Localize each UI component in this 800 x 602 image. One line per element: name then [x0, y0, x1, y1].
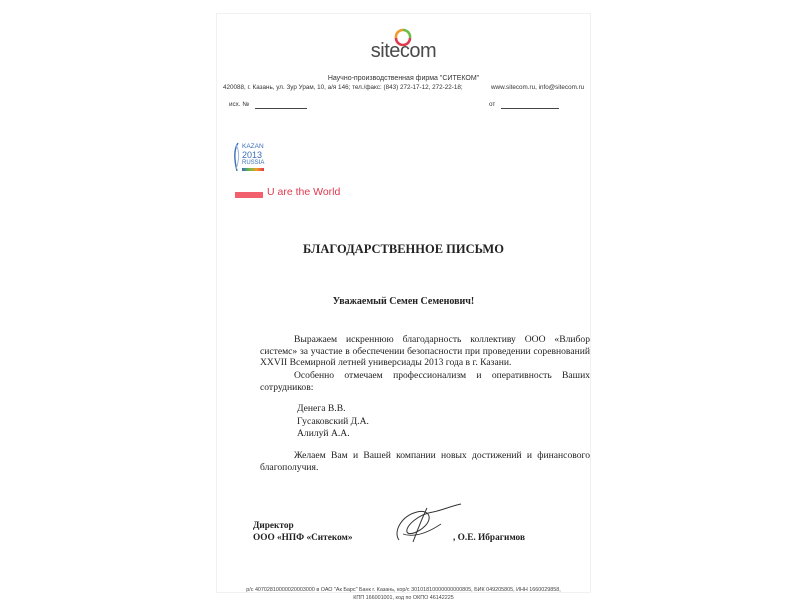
outgoing-number-label: исх. № — [229, 101, 250, 108]
bank-details-line-1: р/с 40702810000020003000 в ОАО "Ак Барс" Банк г. Казань, кор/с 30101810000000000805, БИК 049205805, ИНН 1660029858, — [246, 587, 561, 593]
employee-name: Гусаковский Д.А. — [297, 415, 369, 427]
letter-title: БЛАГОДАРСТВЕННОЕ ПИСЬМО — [303, 242, 504, 256]
company-subtitle: Научно-производственная фирма "СИТЕКОМ" — [327, 75, 480, 82]
bank-details-line-2: КПП 166001001, код по ОКПО 46142225 — [353, 595, 454, 601]
logo-year: 2013 — [242, 150, 263, 160]
company-address — [223, 84, 583, 91]
date-label: от — [489, 101, 496, 108]
employee-list — [297, 403, 369, 441]
universiade-emblem-icon — [232, 141, 242, 173]
signatory-company: ООО «НПФ «Ситеком» — [253, 533, 353, 543]
universiade-logo — [232, 139, 266, 189]
logo-color-stripe — [242, 168, 264, 171]
letter-salutation: Уважаемый Семен Семенович! — [332, 296, 475, 307]
logo-city: KAZAN — [242, 143, 264, 150]
date-line — [501, 108, 559, 109]
logo-country: RUSSIA — [242, 160, 265, 166]
letter-page — [217, 14, 590, 601]
signatory-name: , О.Е. Ибрагимов — [453, 533, 525, 543]
address-text: 420088, г. Казань, ул. Зур Урам, 10, а/я 146; тел./факс: (843) 272-17-12, 272-22-18; — [223, 84, 463, 91]
outgoing-number-line — [255, 108, 307, 109]
employee-name: Денега В.В. — [297, 403, 346, 414]
signatory-position: Директор — [253, 521, 294, 531]
universiade-slogan: U are the World — [267, 186, 341, 198]
brand-name: sitecom — [370, 40, 437, 62]
letter-paragraph-2: Особенно отмечаем профессионализм и оперативность Ваших сотрудников: — [260, 370, 590, 393]
letter-paragraph-1: Выражаем искреннюю благодарность коллективу ООО «Влибор системс» за участие в обеспечении безопасности при проведении соревнований XXVII Всемирной летней универсиады 2013 года в г. Казани. — [260, 334, 590, 368]
employee-name: Алилуй А.А. — [297, 428, 350, 439]
company-website: www.sitecom.ru, info@sitecom.ru — [491, 84, 585, 91]
letter-paragraph-3: Желаем Вам и Вашей компании новых достижений и финансового благополучия. — [260, 450, 590, 473]
slogan-pink-bar — [235, 192, 263, 198]
